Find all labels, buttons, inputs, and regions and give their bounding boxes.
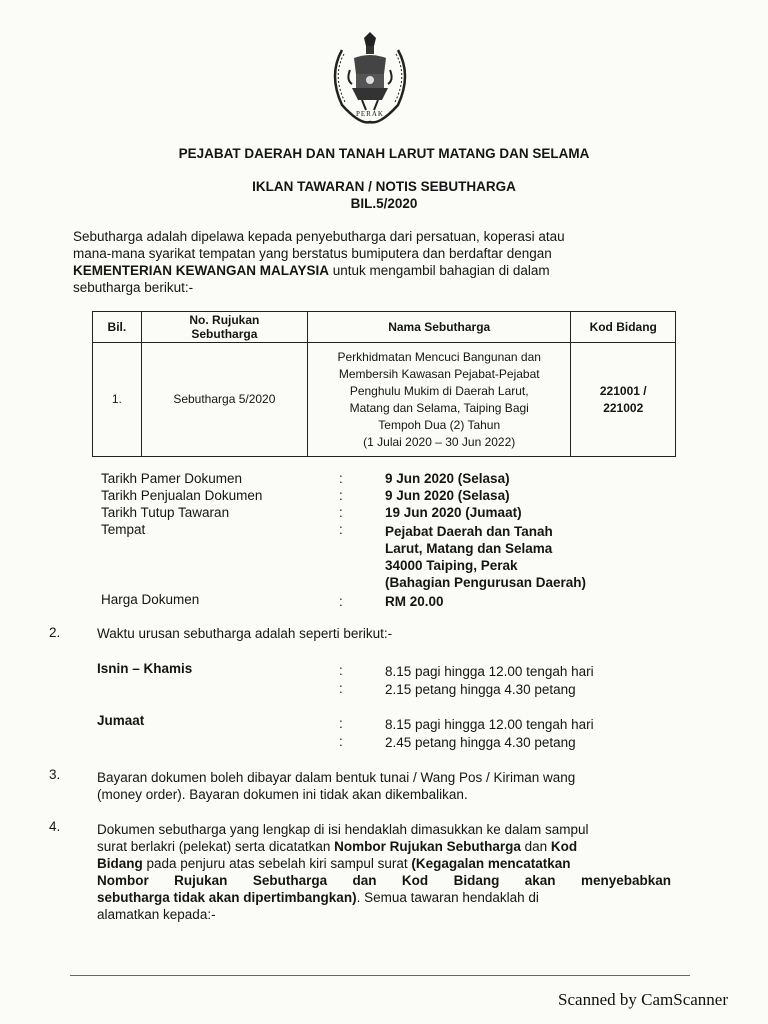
section2-text: Waktu urusan sebutharga adalah seperti berikut:- xyxy=(97,626,393,641)
section4-bold-part: Bidang xyxy=(97,856,143,871)
harga-value: RM 20.00 xyxy=(385,594,444,609)
time-slot: 8.15 pagi hingga 12.00 tengah hari xyxy=(385,664,594,679)
header-nama: Nama Sebutharga xyxy=(307,312,571,343)
header-rujukan-line2: Sebutharga xyxy=(191,327,258,341)
tutup-value: 19 Jun 2020 (Jumaat) xyxy=(385,505,522,520)
time-slot: 2.15 petang hingga 4.30 petang xyxy=(385,682,576,697)
cell-nama xyxy=(307,343,571,457)
tender-table xyxy=(92,311,676,457)
colon: : xyxy=(339,488,343,503)
intro-line: Sebutharga adalah dipelawa kepada penyebutharga dari persatuan, koperasi atau xyxy=(73,229,565,244)
header-kod: Kod Bidang xyxy=(571,312,676,343)
colon: : xyxy=(339,522,343,537)
nama-line: Matang dan Selama, Taiping Bagi xyxy=(349,400,529,415)
colon: : xyxy=(339,681,343,696)
intro-line: mana-mana syarikat tempatan yang berstatus bumiputera dan berdaftar dengan xyxy=(73,246,552,261)
intro-paragraph xyxy=(73,228,685,296)
tempat-line: Pejabat Daerah dan Tanah xyxy=(385,524,553,539)
section4-line xyxy=(97,838,671,855)
colon: : xyxy=(339,734,343,749)
tempat-line: 34000 Taiping, Perak xyxy=(385,558,518,573)
day-jumaat: Jumaat xyxy=(97,713,145,728)
pamer-label: Tarikh Pamer Dokumen xyxy=(101,471,243,486)
section4-bold-part: sebutharga tidak akan dipertimbangkan) xyxy=(97,890,357,905)
office-title: PEJABAT DAERAH DAN TANAH LARUT MATANG DAN SELAMA xyxy=(178,146,590,161)
nama-line: (1 Julai 2020 – 30 Jun 2022) xyxy=(363,434,516,449)
section4-line: Dokumen sebutharga yang lengkap di isi hendaklah dimasukkan ke dalam sampul xyxy=(97,822,589,837)
section3-text xyxy=(97,769,671,803)
nama-line: Membersih Kawasan Pejabat-Pejabat xyxy=(338,366,540,381)
section3-line: (money order). Bayaran dokumen ini tidak akan dikembalikan. xyxy=(97,787,468,802)
section4-line: alamatkan kepada:- xyxy=(97,907,216,922)
day-isnin-khamis: Isnin – Khamis xyxy=(97,661,193,676)
intro-line xyxy=(73,262,685,279)
camscanner-watermark: Scanned by CamScanner xyxy=(558,990,728,1009)
intro-line: sebutharga berikut:- xyxy=(73,280,194,295)
section4-text-part: . Semua tawaran hendaklah di xyxy=(356,890,539,905)
ministry-name: KEMENTERIAN KEWANGAN MALAYSIA xyxy=(73,263,330,278)
header-rujukan-line1: No. Rujukan xyxy=(189,313,260,327)
scan-edge-line xyxy=(70,975,690,976)
cell-kod xyxy=(571,343,676,457)
kod-line2: 221002 xyxy=(603,400,644,415)
colon: : xyxy=(339,505,343,520)
crest-caption: PERAK xyxy=(356,110,384,118)
notice-number: BIL.5/2020 xyxy=(350,196,418,211)
intro-line-rest: untuk mengambil bahagian di dalam xyxy=(329,263,550,278)
section4-text xyxy=(97,821,671,923)
cell-bil: 1. xyxy=(93,343,142,457)
colon: : xyxy=(339,471,343,486)
table-header-row xyxy=(93,312,676,343)
time-slot: 8.15 pagi hingga 12.00 tengah hari xyxy=(385,717,594,732)
notice-title: IKLAN TAWARAN / NOTIS SEBUTHARGA xyxy=(252,179,516,194)
section4-number: 4. xyxy=(49,819,61,834)
nama-line: Perkhidmatan Mencuci Bangunan dan xyxy=(337,349,541,364)
pamer-value: 9 Jun 2020 (Selasa) xyxy=(385,471,510,486)
nama-line: Penghulu Mukim di Daerah Larut, xyxy=(349,383,529,398)
tempat-value xyxy=(385,523,586,591)
time-slot: 2.45 petang hingga 4.30 petang xyxy=(385,735,576,750)
tempat-line: Larut, Matang dan Selama xyxy=(385,541,553,556)
section4-line: Nombor Rujukan Sebutharga dan Kod Bidang akan menyebabkan xyxy=(97,873,671,888)
header-rujukan xyxy=(141,312,307,343)
cell-rujukan: Sebutharga 5/2020 xyxy=(141,343,307,457)
jualan-value: 9 Jun 2020 (Selasa) xyxy=(385,488,510,503)
section4-bold-part: (Kegagalan mencatatkan xyxy=(411,856,571,871)
tutup-label: Tarikh Tutup Tawaran xyxy=(101,505,230,520)
harga-label: Harga Dokumen xyxy=(101,592,200,607)
colon: : xyxy=(339,716,343,731)
tempat-label: Tempat xyxy=(101,522,146,537)
section4-line xyxy=(97,889,671,906)
section2-number: 2. xyxy=(49,625,61,640)
section4-text-part: pada penjuru atas sebelah kiri sampul surat xyxy=(142,856,412,871)
tempat-line: (Bahagian Pengurusan Daerah) xyxy=(385,575,587,590)
colon: : xyxy=(339,663,343,678)
section3-line: Bayaran dokumen boleh dibayar dalam bentuk tunai / Wang Pos / Kiriman wang xyxy=(97,770,576,785)
section4-text-part: dan xyxy=(520,839,551,854)
section4-bold-part: Nombor Rujukan Sebutharga xyxy=(334,839,521,854)
header-bil: Bil. xyxy=(93,312,142,343)
section3-number: 3. xyxy=(49,767,61,782)
section4-bold-part: Kod xyxy=(550,839,578,854)
jualan-label: Tarikh Penjualan Dokumen xyxy=(101,488,263,503)
nama-line: Tempoh Dua (2) Tahun xyxy=(378,417,501,432)
section4-text-part: surat berlakri (pelekat) serta dicatatkan xyxy=(97,839,335,854)
colon: : xyxy=(339,594,343,609)
kod-line1: 221001 / xyxy=(599,383,647,398)
section4-line xyxy=(97,855,671,872)
table-row xyxy=(93,343,676,457)
